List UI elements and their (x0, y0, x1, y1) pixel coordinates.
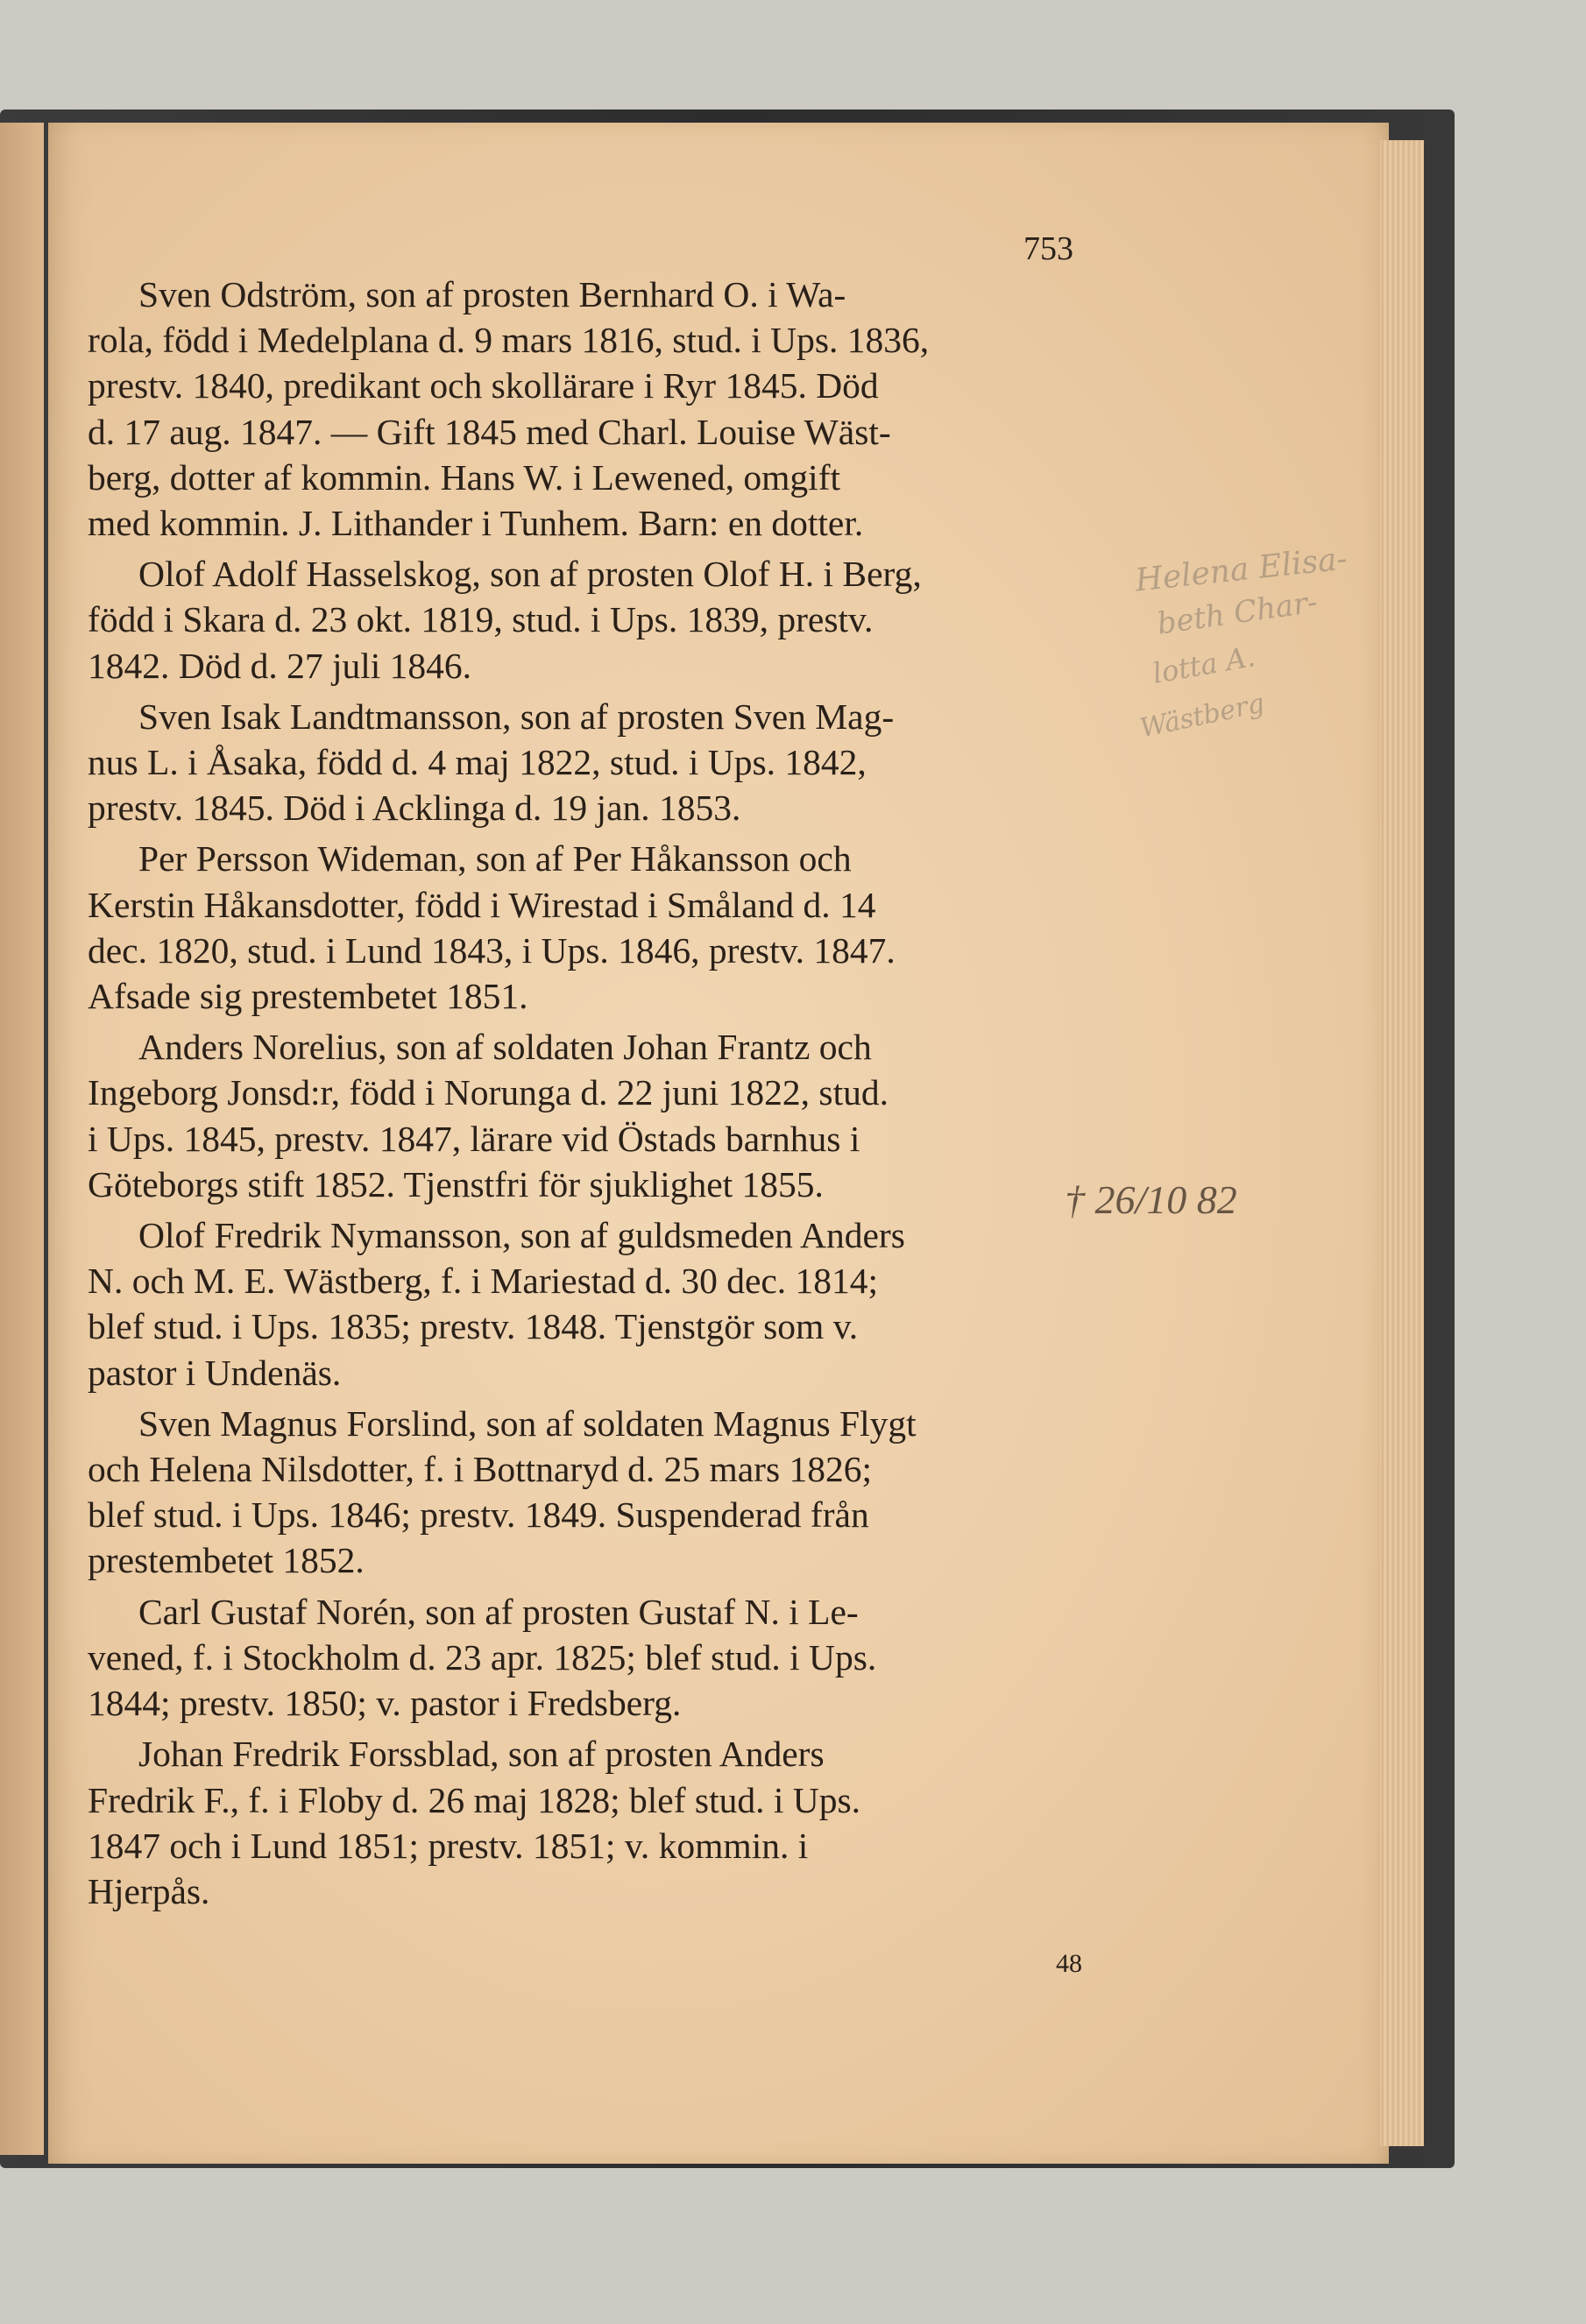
text-line: Olof Adolf Hasselskog, son af prosten Olof H. i Berg, (138, 554, 922, 595)
text-line: Ingeborg Jonsd:r, född i Norunga d. 22 juni 1822, stud. (88, 1072, 889, 1113)
text-line: 1842. Död d. 27 juli 1846. (88, 645, 472, 686)
pencil-note: lotta A. (1150, 639, 1258, 690)
text-line: 1844; prestv. 1850; v. pastor i Fredsberg. (88, 1683, 682, 1724)
text-line: berg, dotter af kommin. Hans W. i Lewened, omgift (88, 456, 841, 498)
text-line: och Helena Nilsdotter, f. i Bottnaryd d. 25 mars 1826; (88, 1449, 873, 1490)
text-line: d. 17 aug. 1847. — Gift 1845 med Charl. Louise Wäst- (88, 411, 891, 452)
text-line: född i Skara d. 23 okt. 1819, stud. i Ups. 1839, prestv. (88, 599, 874, 640)
text-line: N. och M. E. Wästberg, f. i Mariestad d. 30 dec. 1814; (88, 1261, 879, 1302)
text-line: Sven Isak Landtmansson, son af prosten Sven Mag- (138, 696, 895, 737)
text-line: prestv. 1840, predikant och skollärare i Ryr 1845. Död (88, 365, 879, 406)
page-edges (1380, 140, 1424, 2146)
text-line: Sven Magnus Forslind, son af soldaten Magnus Flygt (138, 1402, 917, 1444)
text-line: blef stud. i Ups. 1835; prestv. 1848. Tjenstgör som v. (88, 1306, 859, 1347)
text-line: Johan Fredrik Forssblad, son af prosten Anders (138, 1734, 825, 1775)
ink-note: † 26/10 82 (1065, 1177, 1237, 1222)
text-line: dec. 1820, stud. i Lund 1843, i Ups. 1846, prestv. 1847. (88, 929, 896, 971)
text-line: prestembetet 1852. (88, 1540, 365, 1581)
text-line: Kerstin Håkansdotter, född i Wirestad i Småland d. 14 (88, 884, 876, 925)
page-number: 753 (1023, 230, 1073, 267)
entry-landtmansson (88, 694, 1135, 831)
entry-norelius (88, 1024, 1135, 1207)
text-line: med kommin. J. Lithander i Tunhem. Barn: en dotter. (88, 503, 864, 544)
text-line: Olof Fredrik Nymansson, son af guldsmeden Anders (138, 1215, 905, 1256)
entry-forssblad (88, 1731, 1135, 1914)
text-line: Hjerpås. (88, 1870, 210, 1911)
text-line: Per Persson Wideman, son af Per Håkansson och (138, 838, 852, 879)
pencil-note: Helena Elisa- (1133, 540, 1349, 599)
entry-nymansson (88, 1212, 1135, 1395)
entry-forslind (88, 1401, 1135, 1584)
pencil-note: beth Char- (1155, 584, 1320, 642)
text-line: rola, född i Medelplana d. 9 mars 1816, stud. i Ups. 1836, (88, 320, 930, 361)
entry-hasselskog (88, 551, 1135, 689)
text-line: blef stud. i Ups. 1846; prestv. 1849. Suspenderad från (88, 1494, 869, 1536)
text-line: Göteborgs stift 1852. Tjenstfri för sjuklighet 1855. (88, 1163, 824, 1204)
entry-noren (88, 1589, 1135, 1727)
text-line: 1847 och i Lund 1851; prestv. 1851; v. kommin. i (88, 1825, 809, 1866)
text-line: Fredrik F., f. i Floby d. 26 maj 1828; blef stud. i Ups. (88, 1779, 860, 1820)
text-line: Sven Odström, son af prosten Bernhard O. i Wa- (138, 274, 846, 314)
text-line: nus L. i Åsaka, född d. 4 maj 1822, stud. i Ups. 1842, (88, 742, 867, 783)
entry-wideman (88, 836, 1135, 1019)
entry-odstrom (88, 272, 1135, 546)
text-line: pastor i Undenäs. (88, 1352, 342, 1393)
text-line: Afsade sig prestembetet 1851. (88, 976, 528, 1017)
left-page-edge (0, 123, 44, 2155)
text-line: vened, f. i Stockholm d. 23 apr. 1825; blef stud. i Ups. (88, 1636, 877, 1678)
signature-mark: 48 (1056, 1949, 1082, 1978)
text-line: i Ups. 1845, prestv. 1847, lärare vid Östads barnhus i (88, 1118, 860, 1159)
text-line: prestv. 1845. Död i Acklinga d. 19 jan. 1853. (88, 788, 741, 829)
text-block (88, 272, 1135, 1914)
text-line: Anders Norelius, son af soldaten Johan Frantz och (138, 1027, 872, 1068)
pencil-note: Wästberg (1136, 688, 1268, 745)
text-line: Carl Gustaf Norén, son af prosten Gustaf N. i Le- (138, 1591, 859, 1632)
